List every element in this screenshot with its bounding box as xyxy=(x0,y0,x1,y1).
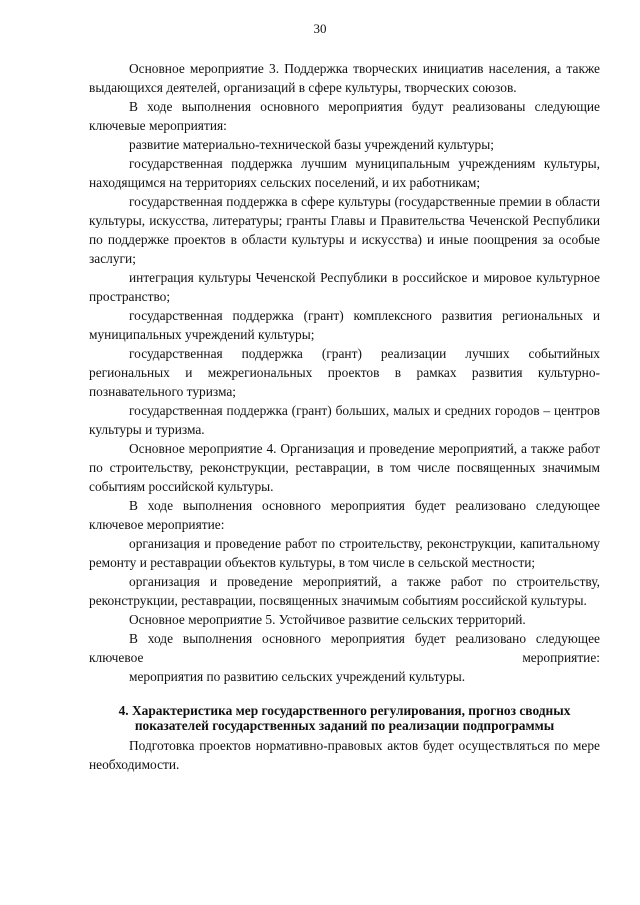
paragraph-complex-development-grant: государственная поддержка (грант) комплексного развития региональных и муниципальных учреждений культуры; xyxy=(89,308,600,342)
paragraph-material-base: развитие материально-технической базы учреждений культуры; xyxy=(129,137,494,152)
paragraph-main-activity-3: Основное мероприятие 3. Поддержка творческих инициатив населения, а также выдающихся деятелей, организаций в сфере культуры, творческих союзов. xyxy=(89,61,600,95)
paragraph-key-activity-intro-4: В ходе выполнения основного мероприятия будет реализовано следующее ключевое мероприятие: xyxy=(89,498,600,532)
paragraph-construction-works: организация и проведение работ по строительству, реконструкции, капитальному ремонту и реставрации объектов культуры, в том числе в сельской местности; xyxy=(89,536,600,570)
paragraph-culture-awards: государственная поддержка в сфере культуры (государственные премии в области культуры, искусства, литературы; гранты Главы и Правительства Чеченской Республики по поддержке проектов в области культуры и искусства) и иные поощрения за особые заслуги; xyxy=(89,194,600,266)
paragraph-cities-grant: государственная поддержка (грант) больших, малых и средних городов – центров культуры и туризма. xyxy=(89,403,600,437)
paragraph-main-activity-5: Основное мероприятие 5. Устойчивое развитие сельских территорий. xyxy=(129,612,526,627)
page-number: 30 xyxy=(313,21,327,36)
document-body xyxy=(89,59,600,686)
paragraph-rural-institutions-support: государственная поддержка лучшим муниципальным учреждениям культуры, находящимся на территориях сельских поселений, и их работникам; xyxy=(89,156,600,190)
section-heading: 4. Характеристика мер государственного регулирования, прогноз сводных показателей государственных заданий по реализации подпрограммы xyxy=(118,703,571,733)
section-body xyxy=(89,736,600,774)
paragraph-key-activity-intro-5: В ходе выполнения основного мероприятия будет реализовано следующее ключевое мероприятие: xyxy=(89,631,600,665)
paragraph-rural-culture-development: мероприятия по развитию сельских учреждений культуры. xyxy=(129,669,466,684)
paragraph-regulatory-acts: Подготовка проектов нормативно-правовых актов будет осуществляться по мере необходимости. xyxy=(89,738,600,772)
paragraph-event-projects-grant: государственная поддержка (грант) реализации лучших событийных региональных и межрегиональных проектов в рамках развития культурно-познавательного туризма; xyxy=(89,346,600,399)
paragraph-culture-integration: интеграция культуры Чеченской Республики в российское и мировое культурное пространство; xyxy=(89,270,600,304)
paragraph-main-activity-4: Основное мероприятие 4. Организация и проведение мероприятий, а также работ по строительству, реконструкции, реставрации, в том числе посвященных значимым событиям российской культуры. xyxy=(89,441,600,494)
paragraph-key-activities-intro: В ходе выполнения основного мероприятия будут реализованы следующие ключевые мероприятия: xyxy=(89,99,600,133)
paragraph-events-and-works: организация и проведение мероприятий, а также работ по строительству, реконструкции, реставрации, посвященных значимым событиям российской культуры. xyxy=(89,574,600,608)
